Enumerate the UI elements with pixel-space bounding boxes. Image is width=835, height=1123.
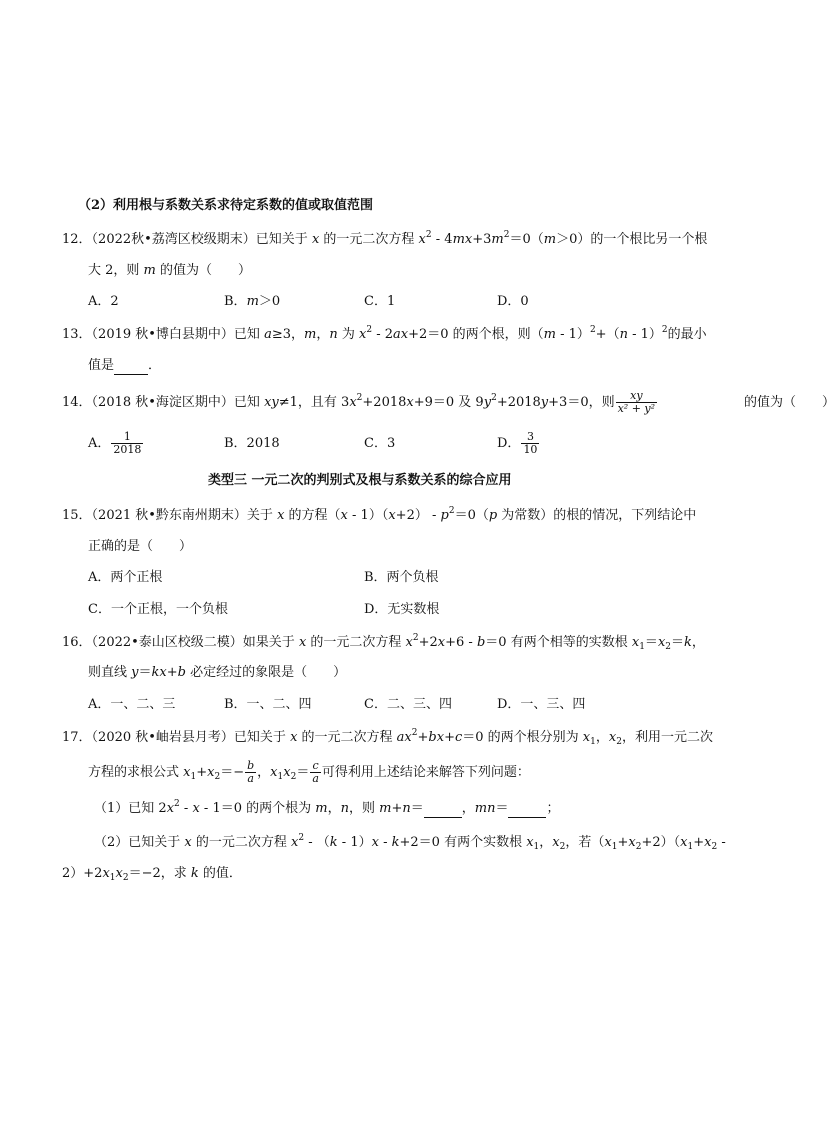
question-17-sub-2: （2）已知关于 x 的一元二次方程 $x^2 - (k - 1)x - k+2=0$ 有两个实数根 $x_1$，$x_2$，若$(x_1+x_2+2)(x_1+x_2$ -: [94, 833, 726, 852]
question-15-option-a[interactable]: A．两个正根: [88, 570, 163, 585]
question-15-line-1: 15．（2021 秋•黔东南州期末）关于 x 的方程$(x - 1)(x+2) - p^2=0(p$ 为常数）的根的情况，下列结论中: [62, 506, 697, 523]
question-16-line-1: 16．（2022•泰山区校级二模）如果关于 x 的一元二次方程 $x^2+2x+6 - b=0$ 有两个相等的实数根 $x_1=x_2=k$，: [62, 633, 705, 652]
question-14-option-a[interactable]: A． $\frac{1}{2018}$: [88, 430, 142, 456]
question-14-line-1: 14．（2018 秋•海淀区期中）已知 xy≠1，且有 $3x^2+2018x+9=0$ 及 $9y^2+2018y+3=0$，则 $\frac{xy}{\text{x² + y²}}$ 的值为（ ）: [62, 389, 835, 415]
fraction: $\frac{xy}{\text{x² + y²}}$: [617, 389, 656, 415]
answer-blank[interactable]: [114, 360, 148, 375]
question-12-line-1: 12．（2022秋•荔湾区校级期末）已知关于 x 的一元二次方程 $x^2 - 4mx+3m^2=0(m>0)$的一个根比另一个根: [62, 230, 708, 247]
answer-blank[interactable]: [424, 803, 462, 818]
type-three-header: 类型三 一元二次的判别式及根与系数关系的综合应用: [208, 473, 512, 488]
question-16-option-d[interactable]: D．一、三、四: [497, 697, 586, 712]
question-17-line-2: 方程的求根公式 $x_1+x_2=-$ $\frac{b}{a}$ ，$x_1x_2=$ $\frac{c}{a}$ 可得利用上述结论来解答下列问题：: [88, 759, 530, 785]
question-15-option-c[interactable]: C．一个正根，一个负根: [88, 602, 228, 617]
answer-blank[interactable]: [508, 803, 546, 818]
question-14-option-c[interactable]: C．3: [364, 436, 396, 451]
question-12-option-d[interactable]: D．0: [497, 294, 529, 309]
question-15-line-2: 正确的是（ ）: [88, 539, 193, 554]
question-12-line-2: 大 2，则 m 的值为（ ）: [88, 263, 252, 278]
question-14-option-d[interactable]: D． $\frac{3}{10}$: [497, 430, 538, 456]
question-16-option-b[interactable]: B．一、二、四: [224, 697, 312, 712]
question-12-option-a[interactable]: A．2: [88, 294, 119, 309]
question-12-option-c[interactable]: C．1: [364, 294, 396, 309]
section-header: （2）利用根与系数关系求待定系数的值或取值范围: [78, 198, 374, 213]
question-13-line-2: 值是 ．: [88, 358, 162, 373]
question-15-option-d[interactable]: D．无实数根: [364, 602, 440, 617]
question-12-option-b[interactable]: B．m＞0: [224, 294, 281, 309]
question-17-sub-1: （1）已知 $2x^2 - x - 1=0$ 的两个根为 m，n，则 m+n＝ ，mn＝ ；: [94, 799, 560, 816]
question-16-line-2: 则直线 y＝kx+b 必定经过的象限是（ ）: [88, 665, 347, 680]
question-16-option-a[interactable]: A．一、二、三: [88, 697, 176, 712]
question-17-line-1: 17．（2020 秋•岫岩县月考）已知关于 x 的一元二次方程 $ax^2+bx+c=0$ 的两个根分别为 $x_1$，$x_2$，利用一元二次: [62, 728, 713, 747]
question-14-option-b[interactable]: B．2018: [224, 436, 280, 451]
question-16-option-c[interactable]: C．二、三、四: [364, 697, 452, 712]
question-17-sub-2-cont: $2)+2x_1x_2=-2$，求 k 的值．: [62, 866, 242, 883]
question-13-line-1: 13．（2019 秋•博白县期中）已知 a≥3，m，n 为 $x^2 - 2ax+2=0$ 的两个根，则（m - 1）$^2$+（n - 1）$^2$的最小: [62, 325, 707, 342]
question-15-option-b[interactable]: B．两个负根: [364, 570, 439, 585]
